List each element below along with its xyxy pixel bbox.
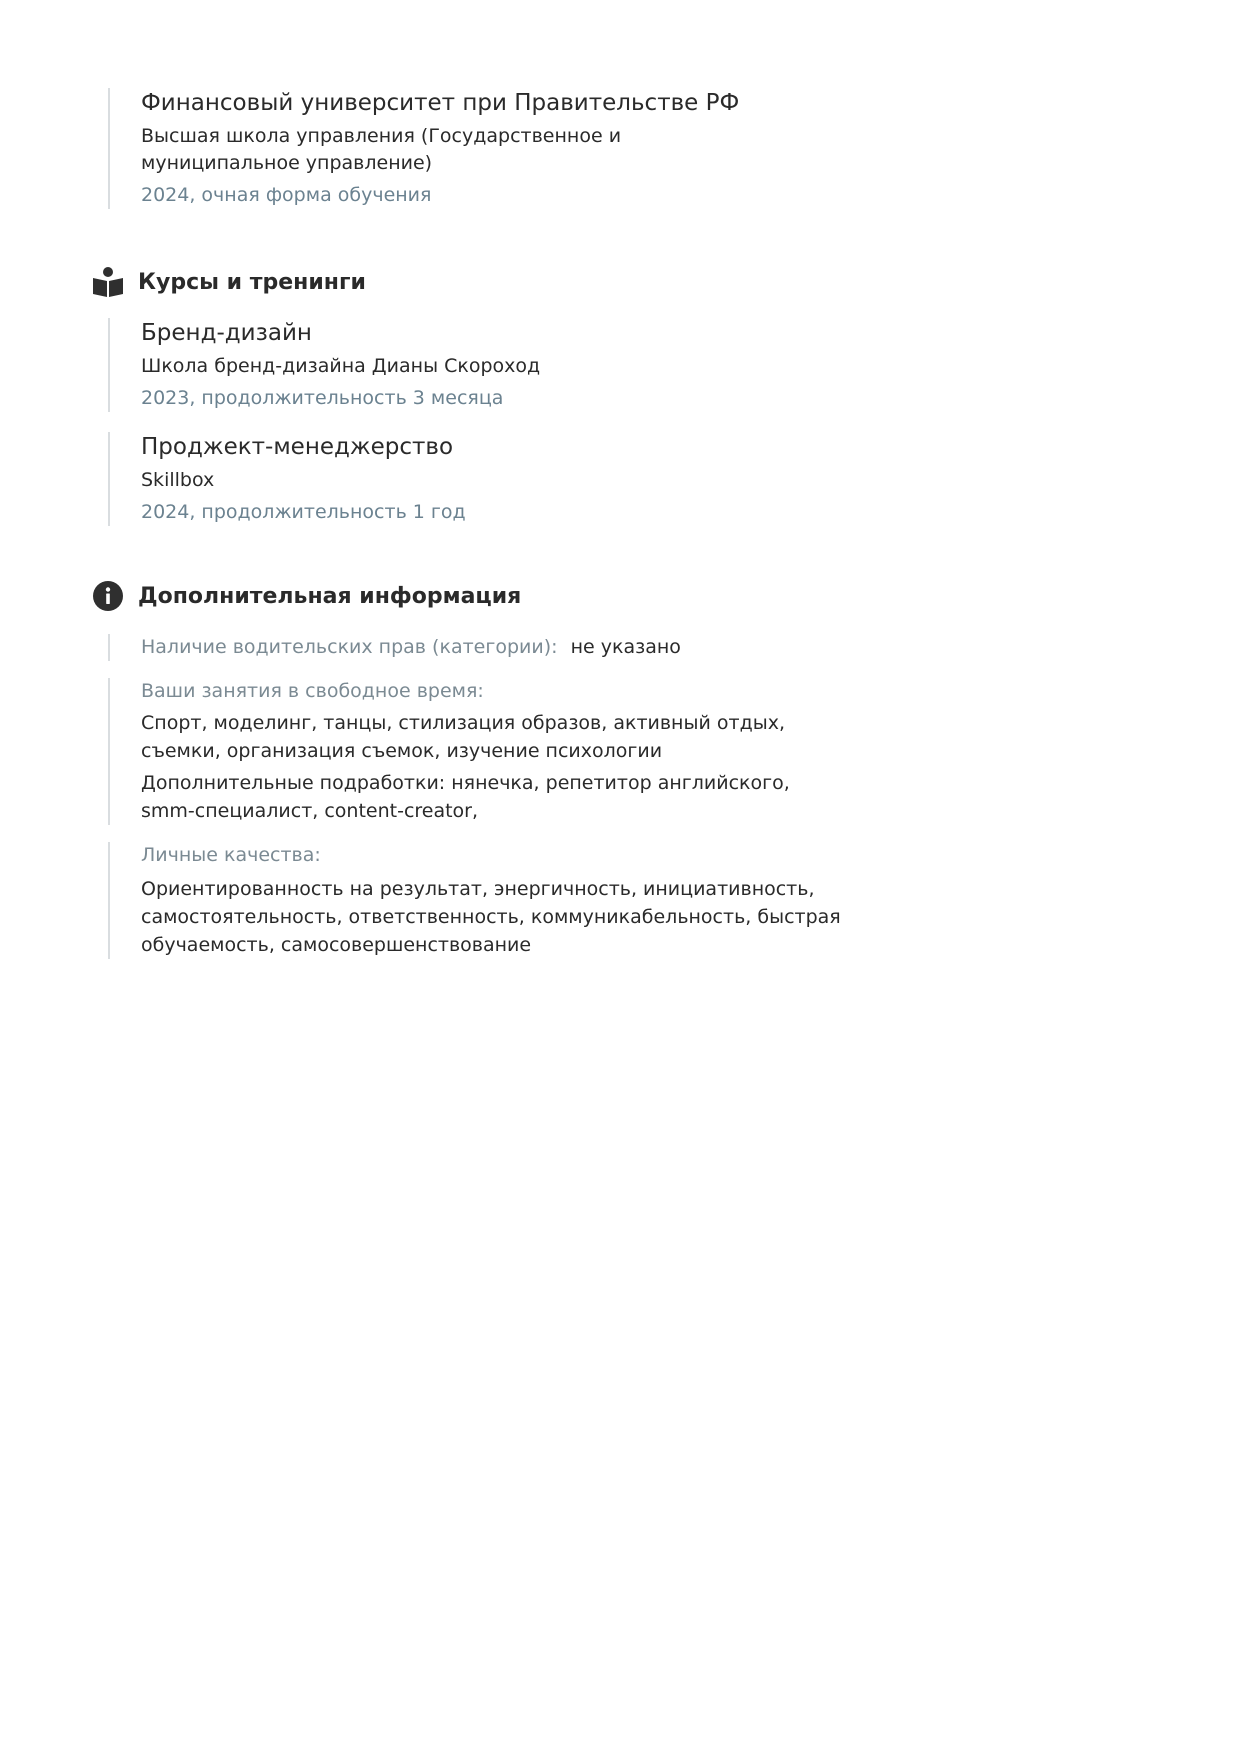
course-name: Проджект-менеджерство bbox=[141, 434, 454, 460]
courses-section-title: Курсы и тренинги bbox=[138, 269, 366, 295]
education-faculty: Высшая школа управления (Государственное и муниципальное управление) bbox=[141, 125, 622, 174]
course-name: Бренд-дизайн bbox=[141, 320, 312, 346]
license-value: не указано bbox=[570, 636, 681, 658]
course-entry bbox=[108, 432, 841, 526]
courses-section-header bbox=[92, 266, 366, 298]
education-meta: 2024, очная форма обучения bbox=[141, 184, 432, 206]
license-entry bbox=[108, 634, 841, 661]
license-label: Наличие водительских прав (категории): bbox=[141, 636, 558, 658]
side-jobs-text: Дополнительные подработки: нянечка, репетитор английского, smm-специалист, content-creator, bbox=[141, 772, 790, 822]
additional-section-title: Дополнительная информация bbox=[138, 583, 522, 609]
course-entry bbox=[108, 318, 841, 412]
qualities-text: Ориентированность на результат, энергичность, инициативность, самостоятельность, ответственность, коммуникабельность, быстрая обучаемость, самосовершенствование bbox=[141, 878, 841, 956]
book-reader-icon bbox=[92, 266, 124, 298]
additional-section-header bbox=[92, 580, 521, 612]
hobbies-text: Спорт, моделинг, танцы, стилизация образов, активный отдых, съемки, организация съемок, изучение психологии bbox=[141, 712, 785, 762]
hobbies-entry bbox=[108, 678, 841, 825]
qualities-label: Личные качества: bbox=[141, 844, 321, 866]
education-entry bbox=[108, 88, 841, 209]
hobbies-label: Ваши занятия в свободное время: bbox=[141, 680, 484, 702]
course-org: Школа бренд-дизайна Дианы Скороход bbox=[141, 355, 541, 377]
education-institution: Финансовый университет при Правительстве РФ bbox=[141, 90, 740, 116]
course-meta: 2023, продолжительность 3 месяца bbox=[141, 387, 504, 409]
info-icon bbox=[92, 580, 124, 612]
course-org: Skillbox bbox=[141, 469, 215, 491]
course-meta: 2024, продолжительность 1 год bbox=[141, 501, 466, 523]
qualities-entry bbox=[108, 842, 841, 959]
